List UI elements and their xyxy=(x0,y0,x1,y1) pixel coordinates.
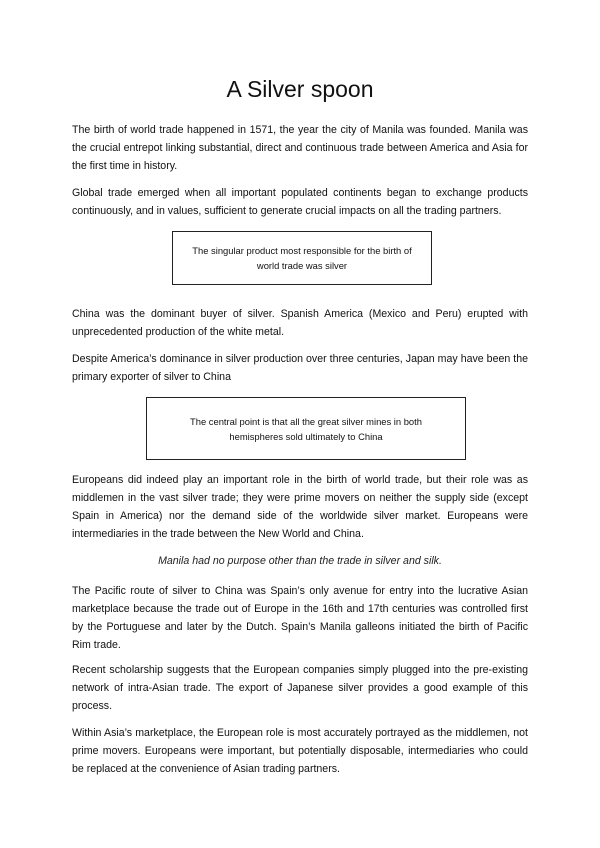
callout-box-silver-product: The singular product most responsible for the birth of world trade was silver xyxy=(172,231,432,285)
paragraph-recent-scholarship: Recent scholarship suggests that the European companies simply plugged into the pre-existing network of intra-Asian trade. The export of Japanese silver provides a good example of this process. xyxy=(72,664,528,712)
italic-quote-manila: Manila had no purpose other than the trade in silver and silk. xyxy=(158,555,442,567)
paragraph-global-trade: Global trade emerged when all important populated continents began to exchange products continuously, and in values, sufficient to generate crucial impacts on all the trading partners. xyxy=(72,187,528,217)
paragraph-pacific-route: The Pacific route of silver to China was Spain’s only avenue for entry into the lucrative Asian marketplace because the trade out of Europe in the 16th and 17th centuries was controlled first by the Portuguese and later by the Dutch. Spain’s Manila galleons initiated the birth of Pacific Rim trade. xyxy=(72,585,528,651)
paragraph-china-dominant-buyer: China was the dominant buyer of silver. Spanish America (Mexico and Peru) erupted with unprecedented production of the white metal. xyxy=(72,308,528,338)
callout-box-silver-mines: The central point is that all the great silver mines in both hemispheres sold ultimately to China xyxy=(146,397,466,460)
paragraph-birth-of-world-trade: The birth of world trade happened in 1571, the year the city of Manila was founded. Manila was the crucial entrepot linking substantial, direct and continuous trade between America and Asia for the first time in history. xyxy=(72,124,528,172)
paragraph-japan-exporter: Despite America’s dominance in silver production over three centuries, Japan may have been the primary exporter of silver to China xyxy=(72,353,528,383)
page-title: A Silver spoon xyxy=(226,76,374,102)
paragraph-asia-marketplace: Within Asia’s marketplace, the European role is most accurately portrayed as the middlemen, not prime movers. Europeans were important, but potentially disposable, intermediaries who could be replaced at the convenience of Asian trading partners. xyxy=(72,727,528,775)
paragraph-europeans-middlemen: Europeans did indeed play an important role in the birth of world trade, but their role was as middlemen in the vast silver trade; they were prime movers on neither the supply side (except Spain in America) nor the demand side of the worldwide silver market. Europeans were intermediaries in the trade between the New World and China. xyxy=(72,474,528,540)
